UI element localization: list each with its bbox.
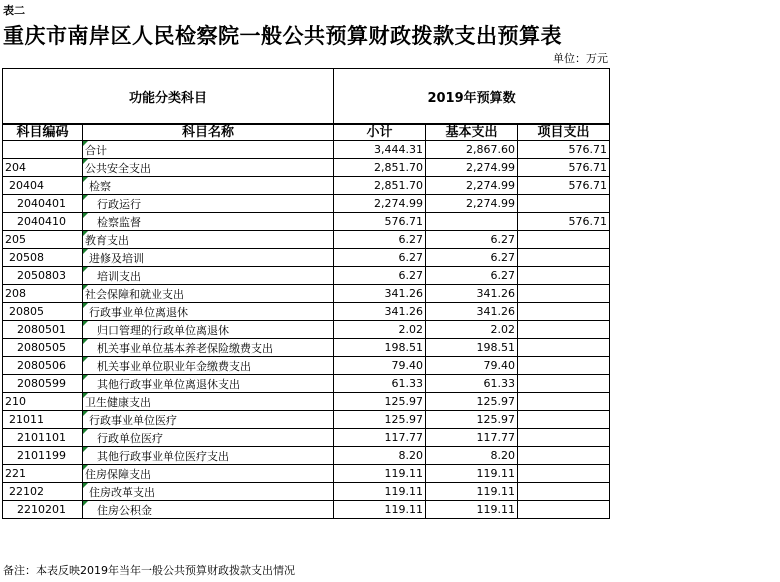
cell-subtotal: 79.40 [334,357,426,375]
cell-code [3,141,83,159]
cell-name: 行政运行 [83,195,334,213]
table-row [3,339,610,357]
cell-name: 行政单位医疗 [83,429,334,447]
cell-code: 205 [3,231,83,249]
cell-code: 20404 [3,177,83,195]
cell-project [518,357,610,375]
cell-basic: 2,274.99 [426,177,518,195]
cell-subtotal: 3,444.31 [334,141,426,159]
cell-basic: 2.02 [426,321,518,339]
cell-basic: 125.97 [426,393,518,411]
cell-project [518,465,610,483]
cell-subtotal: 119.11 [334,483,426,501]
cell-subtotal: 198.51 [334,339,426,357]
cell-code: 2210201 [3,501,83,519]
cell-code: 22102 [3,483,83,501]
cell-project: 576.71 [518,159,610,177]
cell-basic: 79.40 [426,357,518,375]
cell-code: 2080501 [3,321,83,339]
table-row [3,375,610,393]
cell-project: 576.71 [518,213,610,231]
cell-subtotal: 576.71 [334,213,426,231]
header-code: 科目编码 [3,124,83,141]
cell-code: 2080505 [3,339,83,357]
cell-name: 行政事业单位医疗 [83,411,334,429]
cell-subtotal: 117.77 [334,429,426,447]
cell-code: 2080599 [3,375,83,393]
cell-basic: 6.27 [426,249,518,267]
cell-subtotal: 119.11 [334,501,426,519]
cell-basic: 119.11 [426,501,518,519]
budget-table [2,68,610,519]
cell-code: 208 [3,285,83,303]
cell-subtotal: 125.97 [334,411,426,429]
cell-subtotal: 8.20 [334,447,426,465]
table-row [3,411,610,429]
cell-basic: 61.33 [426,375,518,393]
cell-basic: 119.11 [426,483,518,501]
cell-project [518,285,610,303]
cell-basic: 2,867.60 [426,141,518,159]
cell-subtotal: 6.27 [334,249,426,267]
table-number: 表二 [3,4,25,17]
cell-name: 公共安全支出 [83,159,334,177]
cell-name: 社会保障和就业支出 [83,285,334,303]
cell-name: 住房保障支出 [83,465,334,483]
table-row [3,501,610,519]
cell-project [518,429,610,447]
cell-project [518,393,610,411]
page-title: 重庆市南岸区人民检察院一般公共预算财政拨款支出预算表 [3,24,562,48]
cell-project [518,501,610,519]
cell-name: 归口管理的行政单位离退休 [83,321,334,339]
footnote: 备注：本表反映2019年当年一般公共预算财政拨款支出情况 [3,564,295,577]
header-row-group [3,69,610,125]
table-row [3,483,610,501]
cell-code: 204 [3,159,83,177]
cell-code: 2080506 [3,357,83,375]
cell-name: 机关事业单位职业年金缴费支出 [83,357,334,375]
table-row [3,303,610,321]
cell-code: 2050803 [3,267,83,285]
cell-name: 合计 [83,141,334,159]
cell-basic: 2,274.99 [426,159,518,177]
cell-basic: 119.11 [426,465,518,483]
cell-subtotal: 2,851.70 [334,159,426,177]
table-row [3,447,610,465]
cell-code: 2040401 [3,195,83,213]
header-project: 项目支出 [518,124,610,141]
cell-subtotal: 6.27 [334,231,426,249]
cell-subtotal: 2,851.70 [334,177,426,195]
cell-basic: 117.77 [426,429,518,447]
table-row [3,465,610,483]
cell-code: 210 [3,393,83,411]
table-body [3,141,610,519]
table-row [3,231,610,249]
cell-code: 221 [3,465,83,483]
cell-project [518,447,610,465]
cell-name: 卫生健康支出 [83,393,334,411]
cell-name: 住房改革支出 [83,483,334,501]
table-row [3,177,610,195]
cell-code: 20508 [3,249,83,267]
cell-basic: 125.97 [426,411,518,429]
cell-project [518,483,610,501]
cell-basic [426,213,518,231]
cell-subtotal: 2.02 [334,321,426,339]
table-row [3,141,610,159]
cell-name: 其他行政事业单位医疗支出 [83,447,334,465]
header-func-class: 功能分类科目 [3,69,334,125]
table-row [3,159,610,177]
cell-basic: 6.27 [426,267,518,285]
header-budget-2019: 2019年预算数 [334,69,610,125]
cell-code: 2040410 [3,213,83,231]
table-row [3,357,610,375]
cell-name: 进修及培训 [83,249,334,267]
cell-name: 培训支出 [83,267,334,285]
cell-project [518,249,610,267]
cell-code: 21011 [3,411,83,429]
cell-subtotal: 61.33 [334,375,426,393]
cell-project: 576.71 [518,177,610,195]
cell-project [518,195,610,213]
unit-label: 单位：万元 [553,52,608,65]
cell-subtotal: 119.11 [334,465,426,483]
cell-project [518,321,610,339]
cell-project [518,411,610,429]
cell-project [518,303,610,321]
cell-subtotal: 2,274.99 [334,195,426,213]
cell-project [518,231,610,249]
cell-project [518,339,610,357]
cell-basic: 2,274.99 [426,195,518,213]
table-row [3,321,610,339]
cell-basic: 8.20 [426,447,518,465]
cell-project [518,267,610,285]
table-row [3,249,610,267]
cell-subtotal: 341.26 [334,285,426,303]
table-row [3,393,610,411]
cell-subtotal: 341.26 [334,303,426,321]
cell-name: 住房公积金 [83,501,334,519]
cell-name: 检察 [83,177,334,195]
cell-basic: 6.27 [426,231,518,249]
cell-code: 2101199 [3,447,83,465]
cell-name: 教育支出 [83,231,334,249]
table-row [3,213,610,231]
table-row [3,267,610,285]
cell-name: 检察监督 [83,213,334,231]
cell-name: 行政事业单位离退休 [83,303,334,321]
header-basic: 基本支出 [426,124,518,141]
cell-basic: 198.51 [426,339,518,357]
cell-basic: 341.26 [426,303,518,321]
cell-name: 机关事业单位基本养老保险缴费支出 [83,339,334,357]
header-subtotal: 小计 [334,124,426,141]
table-row [3,195,610,213]
cell-basic: 341.26 [426,285,518,303]
table-row [3,285,610,303]
cell-code: 20805 [3,303,83,321]
cell-subtotal: 6.27 [334,267,426,285]
cell-name: 其他行政事业单位离退休支出 [83,375,334,393]
cell-project: 576.71 [518,141,610,159]
cell-project [518,375,610,393]
cell-subtotal: 125.97 [334,393,426,411]
table-row [3,429,610,447]
header-row-columns [3,124,610,141]
cell-code: 2101101 [3,429,83,447]
header-name: 科目名称 [83,124,334,141]
